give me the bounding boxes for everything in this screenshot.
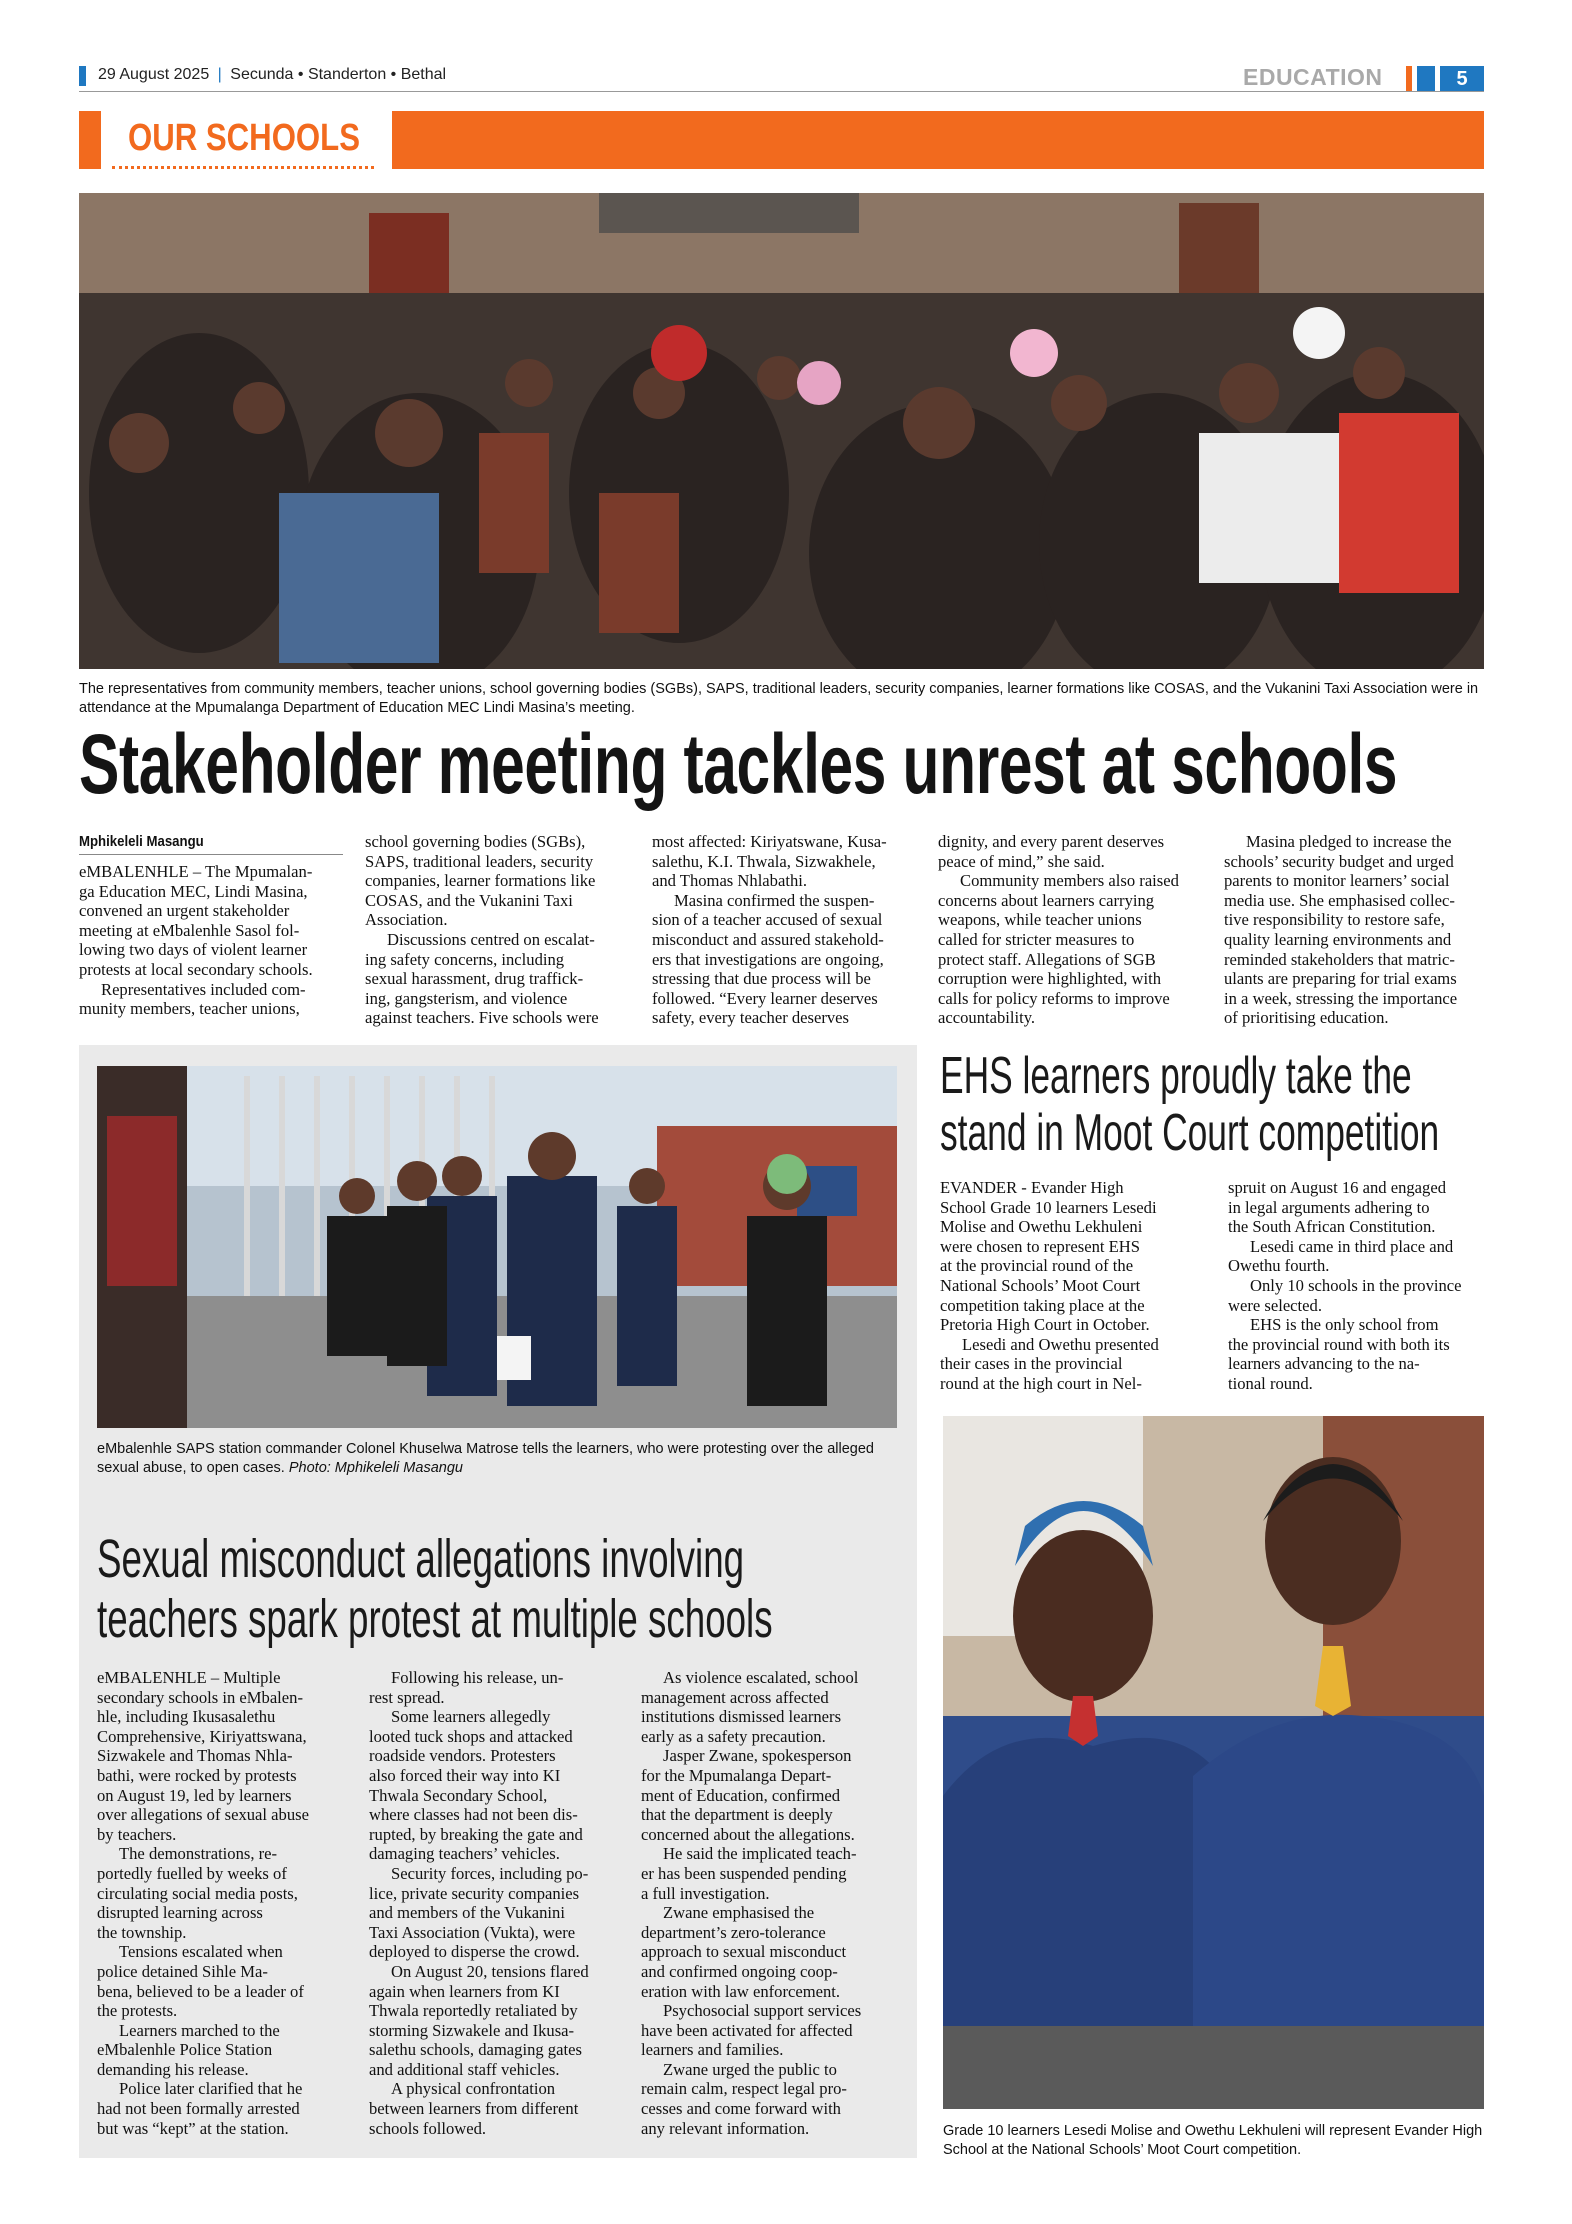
protest-paragraph: Some learners allegedly looted tuck shops and attacked roadside vendors. Protesters also forced their way into KI Thwala Secondary School, where classes had not been dis- rupted, by breaking the gate and damaging teachers’ vehicles. — [369, 1707, 583, 1864]
moot-headline-line-1: EHS learners proudly take the — [940, 1047, 1412, 1105]
byline-rule — [79, 854, 343, 855]
lead-photo-caption: The representatives from community members, teacher unions, school governing bodies (SGBs), SAPS, traditional leaders, security companies, learner formations like COSAS, and the Vukanini Taxi Association were in attendance at the Mpumalanga Department of Education MEC Lindi Masina’s meeting. — [79, 681, 1479, 716]
moot-paragraph: Lesedi came in third place and Owethu fourth. — [1228, 1236, 1454, 1276]
protest-column-1 — [97, 1668, 355, 2138]
protest-paragraph: Tensions escalated when police detained Sihle Ma- bena, believed to be a leader of the protests. — [97, 1942, 304, 2021]
lead-paragraph: dignity, and every parent deserves peace of mind,” she said. — [938, 832, 1165, 871]
section-label: EDUCATION — [1243, 64, 1383, 90]
header-rule — [79, 91, 1484, 92]
section-marker-orange — [1406, 66, 1412, 92]
protest-photo — [97, 1066, 897, 1428]
banner-title: OUR SCHOOLS — [128, 117, 360, 159]
protest-paragraph: He said the implicated teach- er has been suspended pending a full investigation. — [641, 1844, 857, 1903]
moot-paragraph: EHS is the only school from the provincial round with both its learners advancing to the na- tional round. — [1228, 1315, 1450, 1393]
protest-paragraph: Following his release, un- rest spread. — [369, 1668, 564, 1707]
protest-column-2 — [369, 1668, 627, 2138]
header-date: 29 August 2025 — [98, 66, 210, 83]
protest-paragraph: Police later clarified that he had not been formally arrested but was “kept” at the station. — [97, 2079, 303, 2138]
protest-scene-illustration — [97, 1066, 897, 1428]
protest-paragraph: Security forces, including po- lice, private security companies and members of the Vukanini Taxi Association (Vukta), were deployed to disperse the crowd. — [369, 1863, 589, 1962]
lead-column-2 — [365, 832, 633, 1028]
moot-headline-line-2: stand in Moot Court competition — [940, 1104, 1440, 1162]
protest-paragraph: The demonstrations, re- portedly fuelled by weeks of circulating social media posts, disrupted learning across the township. — [97, 1844, 298, 1942]
lead-column-5 — [1224, 832, 1492, 1028]
protest-paragraph: eMBALENHLE – Multiple secondary schools in eMbalen- hle, including Ikusasalethu Comprehensive, Kiriyattswana, Sizwakele and Thomas Nhla- bathi, were rocked by protests on August 19, led by learners over allegations of sexual abuse by teachers. — [97, 1668, 309, 1844]
moot-column-2 — [1228, 1178, 1496, 1394]
moot-paragraph: Lesedi and Owethu presented their cases in the provincial round at the high court in Nel- — [940, 1334, 1159, 1393]
section-marker-blue — [1417, 66, 1435, 92]
page-number — [1440, 66, 1484, 92]
lead-paragraph: Community members also raised concerns about learners carrying weapons, while teacher unions called for stricter measures to protect staff. Allegations of SGB corruption were highlighted, with calls for policy reforms to improve accountability. — [938, 871, 1179, 1028]
header-locations: Secunda • Standerton • Bethal — [230, 66, 447, 83]
lead-paragraph: Discussions centred on escalat- ing safety concerns, including sexual harassment, drug traffick- ing, gangsterism, and violence against teachers. Five schools were — [365, 929, 599, 1028]
lead-column-4 — [938, 832, 1206, 1028]
protest-paragraph: Zwane urged the public to remain calm, respect legal pro- cesses and come forward with any relevant information. — [641, 2059, 847, 2138]
learners-portrait-illustration — [943, 1416, 1484, 2109]
lead-paragraph: eMBALENHLE – The Mpumalan- ga Education MEC, Lindi Masina, convened an urgent stakeholder meeting at eMbalenhle Sasol fol- lowing two days of violent learner protests at local secondary schools. — [79, 862, 313, 979]
moot-paragraph: EVANDER - Evander High School Grade 10 learners Lesedi Molise and Owethu Lekhuleni were chosen to represent EHS at the provincial round of the National Schools’ Moot Court competition taking place at the Pretoria High Court in October. — [940, 1178, 1157, 1335]
lead-column-1 — [79, 862, 347, 1019]
protest-headline-line-2: teachers spark protest at multiple schools — [97, 1589, 773, 1649]
lead-paragraph: Masina confirmed the suspen- sion of a teacher accused of sexual misconduct and assured stakehold- ers that investigations are ongoing, stressing that due process will be followed. “Every learner deserves safety, every teacher deserves — [652, 890, 884, 1028]
lead-paragraph: school governing bodies (SGBs), SAPS, traditional leaders, security companies, learner formations like COSAS, and the Vukanini Taxi Association. — [365, 832, 596, 930]
lead-column-3 — [652, 832, 920, 1028]
header-left-bar — [79, 66, 86, 86]
page-number-value: 5 — [1456, 68, 1468, 90]
photo-credit: Photo: Mphikeleli Masangu — [288, 1460, 463, 1476]
protest-column-3 — [641, 1668, 903, 2138]
banner-bar — [392, 111, 1484, 169]
meeting-audience-illustration — [79, 193, 1484, 669]
protest-paragraph: Jasper Zwane, spokesperson for the Mpumalanga Depart- ment of Education, confirmed that the department is deeply concerned about the allegations. — [641, 1746, 855, 1844]
banner-left-tab — [79, 111, 101, 169]
lead-paragraph: Representatives included com- munity members, teacher unions, — [79, 979, 306, 1019]
header-dateline — [98, 66, 446, 84]
lead-photo — [79, 193, 1484, 669]
moot-paragraph: spruit on August 16 and engaged in legal arguments adhering to the South African Constitution. — [1228, 1178, 1446, 1237]
header-separator: | — [217, 66, 222, 83]
protest-paragraph: Learners marched to the eMbalenhle Police Station demanding his release. — [97, 2020, 280, 2079]
moot-column-1 — [940, 1178, 1210, 1394]
banner-label — [112, 111, 380, 169]
protest-paragraph: Psychosocial support services have been activated for affected learners and families. — [641, 2001, 862, 2060]
protest-paragraph: A physical confrontation between learners from different schools followed. — [369, 2079, 579, 2138]
protest-paragraph: On August 20, tensions flared again when learners from KI Thwala reportedly retaliated by storming Sizwakele and Ikusa- salethu schools, damaging gates and additional staff vehicles. — [369, 1961, 589, 2079]
moot-learners-photo — [943, 1416, 1484, 2109]
protest-paragraph: Zwane emphasised the department’s zero-tolerance approach to sexual misconduct and confirmed ongoing coop- eration with law enforcement. — [641, 1903, 847, 2001]
protest-headline-line-1: Sexual misconduct allegations involving — [97, 1529, 745, 1589]
lead-paragraph: most affected: Kiriyatswane, Kusa- salethu, K.I. Thwala, Sizwakhele, and Thomas Nhlabathi. — [652, 832, 887, 891]
protest-caption-text: eMbalenhle SAPS station commander Colonel Khuselwa Matrose tells the learners, who were protesting over the alleged sexual abuse, to open cases. — [97, 1441, 874, 1476]
moot-photo-caption: Grade 10 learners Lesedi Molise and Owethu Lekhuleni will represent Evander High School at the National Schools’ Moot Court competition. — [943, 2123, 1483, 2158]
lead-paragraph: Masina pledged to increase the schools’ security budget and urged parents to monitor learners’ social media use. She emphasised collec- tive responsibility to restore safe, quality learning environments and reminded stakeholders that matric- ulants are preparing for trial exams in a week, stressing the importance of prioritising education. — [1224, 832, 1458, 1028]
lead-byline: Mphikeleli Masangu — [79, 833, 204, 850]
moot-paragraph: Only 10 schools in the province were selected. — [1228, 1275, 1462, 1315]
lead-headline: Stakeholder meeting tackles unrest at schools — [79, 717, 1398, 811]
protest-photo-caption — [97, 1440, 907, 1478]
protest-paragraph: As violence escalated, school management across affected institutions dismissed learners early as a safety precaution. — [641, 1668, 859, 1746]
banner-dotted-rule — [112, 166, 374, 169]
